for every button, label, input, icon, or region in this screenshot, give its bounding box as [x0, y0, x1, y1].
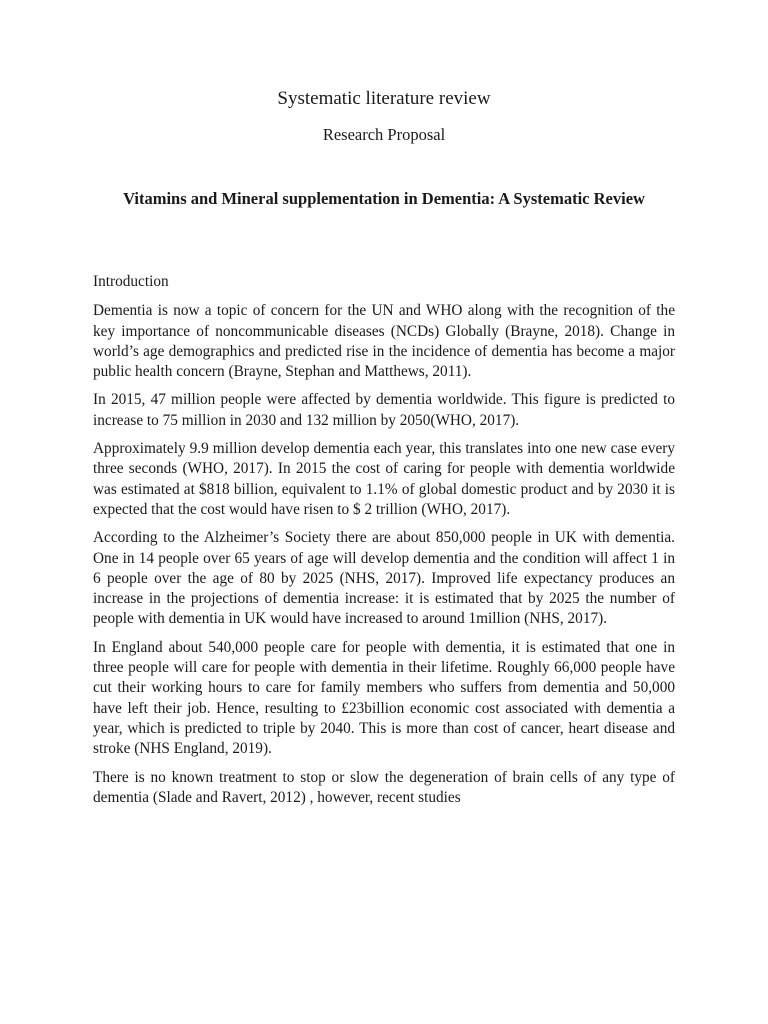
document-body	[93, 272, 675, 816]
paragraph: Dementia is now a topic of concern for the UN and WHO along with the recognition of the key importance of noncommunicable diseases (NCDs) Globally (Brayne, 2018). Change in world’s age demographics and predicted rise in the incidence of dementia has become a major public health concern (Brayne, Stephan and Matthews, 2011).	[93, 302, 675, 381]
paragraph: Approximately 9.9 million develop dementia each year, this translates into one new case every three seconds (WHO, 2017). In 2015 the cost of caring for people with dementia worldwide was estimated at $818 billion, equivalent to 1.1% of global domestic product and by 2030 it is expected that the cost would have risen to $ 2 trillion (WHO, 2017).	[93, 440, 675, 518]
paragraph: In 2015, 47 million people were affected by dementia worldwide. This figure is predicted to increase to 75 million in 2030 and 132 million by 2050(WHO, 2017).	[93, 391, 675, 429]
proposal-title: Vitamins and Mineral supplementation in Dementia: A Systematic Review	[123, 189, 645, 208]
paragraph: According to the Alzheimer’s Society there are about 850,000 people in UK with dementia. One in 14 people over 65 years of age will develop dementia and the condition will affect 1 in 6 people over the age of 80 by 2025 (NHS, 2017). Improved life expectancy produces an increase in the projections of dementia increase: it is estimated that by 2025 the number of people with dementia in UK would have increased to around 1million (NHS, 2017).	[93, 529, 675, 628]
document-title: Systematic literature review	[277, 88, 491, 109]
document-subtitle: Research Proposal	[322, 125, 446, 144]
section-heading-introduction: Introduction	[93, 273, 169, 290]
paragraph: There is no known treatment to stop or slow the degeneration of brain cells of any type of dementia (Slade and Ravert, 2012) , however, recent studies	[93, 768, 675, 806]
paragraph: In England about 540,000 people care for people with dementia, it is estimated that one in three people will care for people with dementia in their lifetime. Roughly 66,000 people have cut their working hours to care for family members who suffers from dementia and 50,000 have left their job. Hence, resulting to £23billion economic cost associated with dementia a year, which is predicted to triple by 2040. This is more than cost of cancer, heart disease and stroke (NHS England, 2019).	[93, 638, 675, 758]
